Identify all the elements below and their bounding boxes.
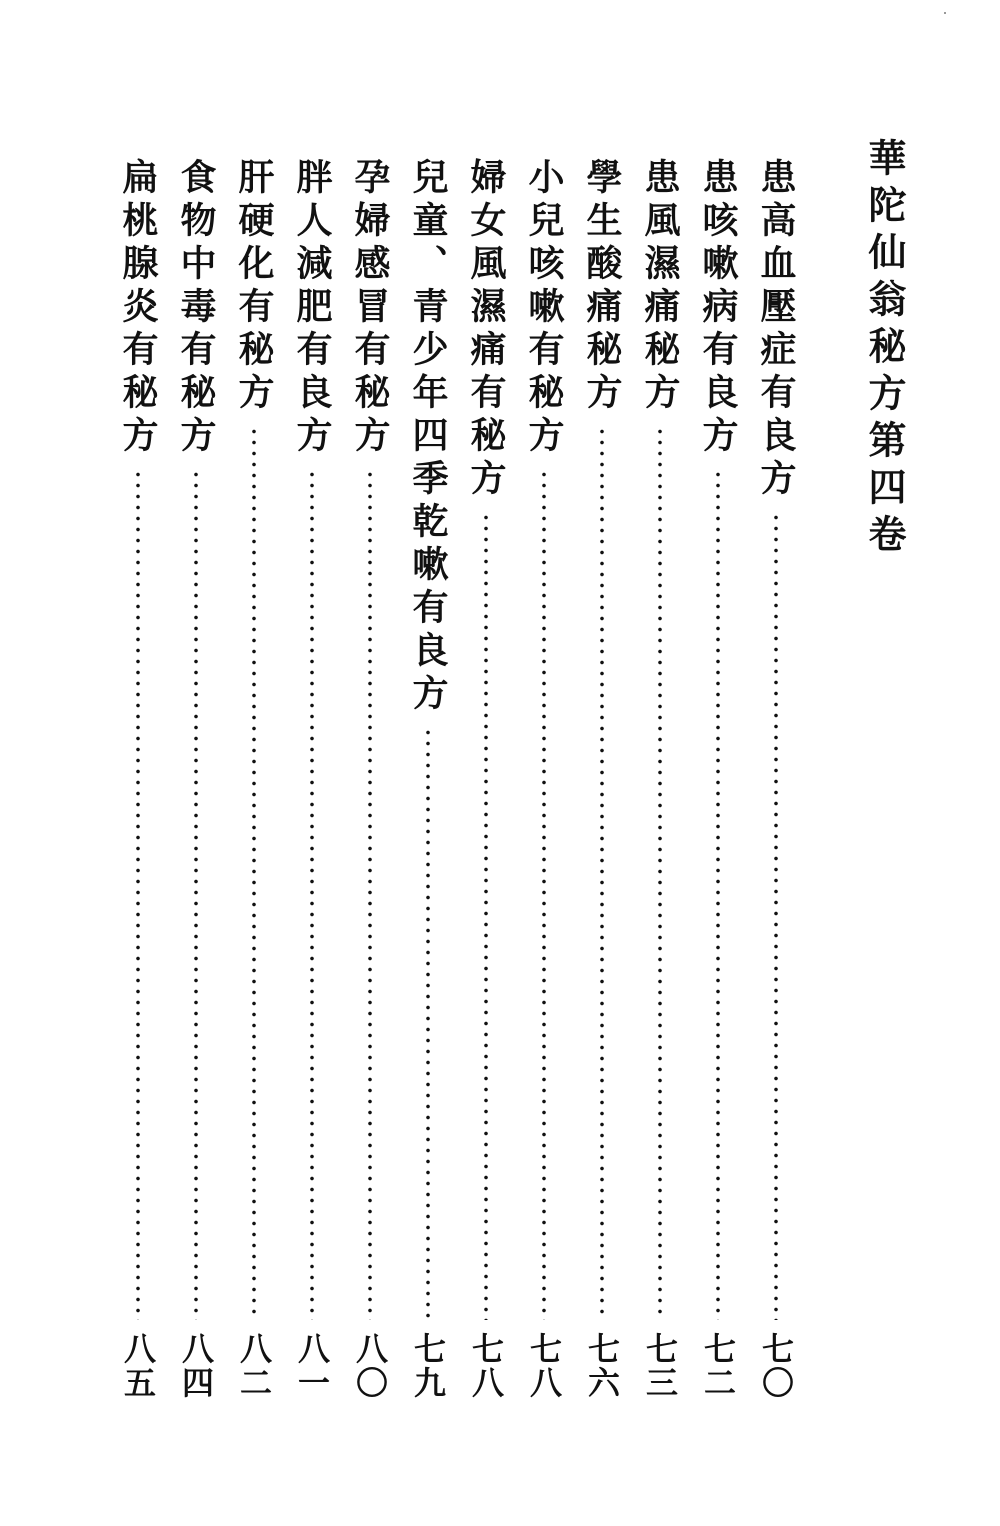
toc-entry-page: 八二: [235, 1332, 273, 1400]
book-title: 華陀仙翁秘方第四卷: [862, 138, 907, 561]
toc-entry[interactable]: [754, 158, 798, 1400]
dot-leader: [716, 469, 720, 1320]
dot-leader: [252, 426, 256, 1320]
toc-entry[interactable]: [290, 158, 334, 1400]
toc-entry-title: 扁桃腺炎有秘方: [117, 158, 159, 459]
toc-entry-title: 孕婦感冒有秘方: [349, 158, 391, 459]
dot-leader: [774, 512, 778, 1320]
toc-entry-page: 七九: [409, 1332, 447, 1400]
toc-entry[interactable]: [464, 158, 508, 1400]
toc-entry[interactable]: [116, 158, 160, 1400]
toc-entry[interactable]: [580, 158, 624, 1400]
toc-entry-title: 食物中毒有秘方: [175, 158, 217, 459]
dot-leader: [484, 512, 488, 1320]
toc-entry-title: 學生酸痛秘方: [581, 158, 623, 416]
dot-leader: [310, 469, 314, 1320]
toc-entry-page: 七二: [699, 1332, 737, 1400]
dot-leader: [542, 469, 546, 1320]
toc-entry-title: 小兒咳嗽有秘方: [523, 158, 565, 459]
dot-leader: [426, 727, 430, 1320]
dot-leader: [136, 469, 140, 1320]
toc-entry[interactable]: [522, 158, 566, 1400]
toc-entry-page: 八一: [293, 1332, 331, 1400]
toc-entry-title: 患高血壓症有良方: [755, 158, 797, 502]
toc-entry-title: 患風濕痛秘方: [639, 158, 681, 416]
dot-leader: [194, 469, 198, 1320]
book-title-column: [862, 138, 912, 561]
toc-entry-title: 胖人減肥有良方: [291, 158, 333, 459]
toc-entry-page: 七六: [583, 1332, 621, 1400]
scan-speck: [944, 12, 946, 14]
toc-entry-title: 兒童、青少年四季乾嗽有良方: [407, 158, 449, 717]
toc-entry-title: 患咳嗽病有良方: [697, 158, 739, 459]
toc-entry-page: 七〇: [757, 1332, 795, 1400]
toc-entry-page: 七八: [525, 1332, 563, 1400]
toc-entry-page: 八五: [119, 1332, 157, 1400]
toc-entry-title: 肝硬化有秘方: [233, 158, 275, 416]
dot-leader: [600, 426, 604, 1320]
toc-entry[interactable]: [406, 158, 450, 1400]
toc-entry[interactable]: [696, 158, 740, 1400]
toc-entry-page: 七八: [467, 1332, 505, 1400]
toc-entry[interactable]: [348, 158, 392, 1400]
dot-leader: [658, 426, 662, 1320]
toc-entry[interactable]: [174, 158, 218, 1400]
toc-entry[interactable]: [638, 158, 682, 1400]
toc-entry[interactable]: [232, 158, 276, 1400]
toc-entry-page: 八〇: [351, 1332, 389, 1400]
dot-leader: [368, 469, 372, 1320]
toc-entry-page: 八四: [177, 1332, 215, 1400]
toc-entry-title: 婦女風濕痛有秘方: [465, 158, 507, 502]
toc-entry-page: 七三: [641, 1332, 679, 1400]
